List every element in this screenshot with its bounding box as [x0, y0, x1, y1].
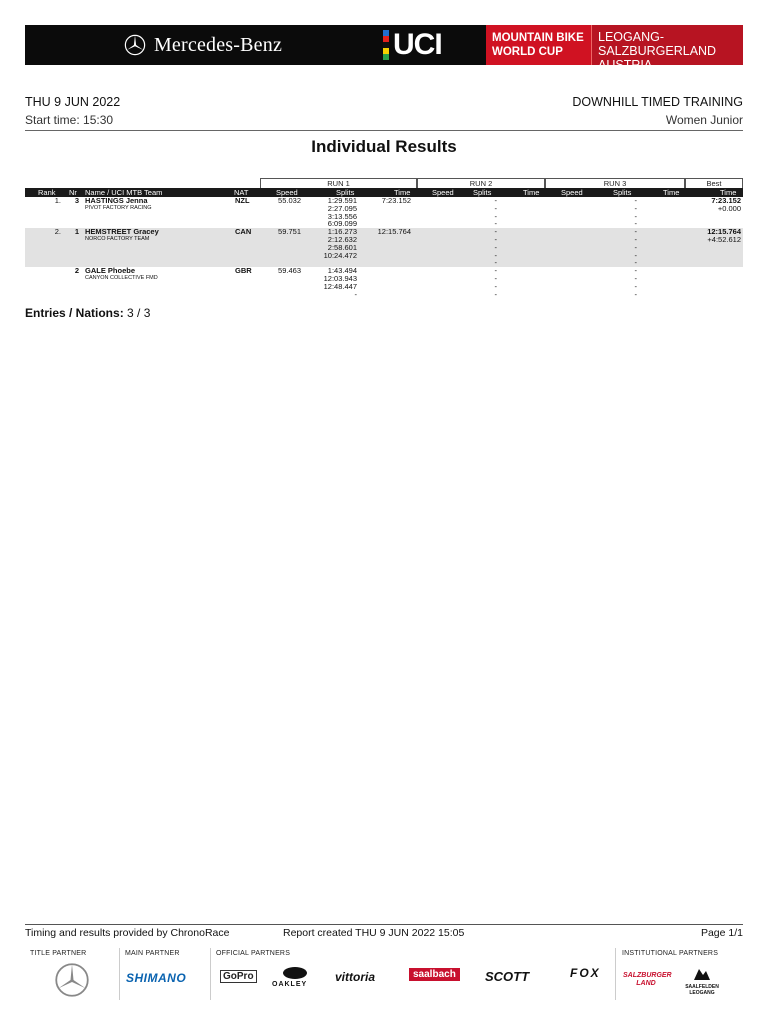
partner-separator	[210, 948, 211, 1000]
run2-split: -	[494, 258, 497, 268]
table-row	[25, 267, 743, 298]
category-name: Women Junior	[665, 113, 743, 127]
nation: GBR	[235, 266, 252, 276]
run2-split: -	[494, 273, 497, 283]
team-name: NORCO FACTORY TEAM	[85, 235, 150, 242]
stripe	[383, 54, 389, 60]
run3-split: -	[634, 289, 637, 299]
start-time: Start time: 15:30	[25, 113, 114, 127]
bib-number: 1	[74, 227, 79, 237]
run2-split: -	[494, 196, 497, 205]
run1-split: 2:27.095	[327, 203, 357, 213]
header-divider	[25, 130, 743, 131]
run1-time: 12:15.764	[377, 227, 411, 237]
group-run2: RUN 2	[417, 178, 545, 188]
group-run1: RUN 1	[260, 178, 417, 188]
entries-label: Entries / Nations:	[25, 306, 124, 320]
run1-split: 3:13.556	[327, 211, 357, 221]
run3-split: -	[634, 227, 637, 237]
run2-split: -	[494, 234, 497, 244]
label-main-partner: MAIN PARTNER	[125, 950, 180, 957]
best-time: 12:15.764	[707, 227, 741, 237]
col-run1-splits: Splits	[336, 188, 355, 197]
run3-split: -	[634, 196, 637, 205]
run1-split: 10:24.472	[323, 250, 357, 260]
group-best: Best	[685, 178, 743, 188]
run2-split: -	[494, 242, 497, 252]
saalfelden-emblem-icon	[692, 966, 712, 982]
partner-separator	[615, 948, 616, 1000]
col-rank: Rank	[38, 188, 56, 197]
col-run2-time: Time	[523, 188, 540, 197]
bib-number: 3	[74, 196, 79, 205]
rainbow-stripes-icon	[383, 30, 389, 60]
title-partner-logo	[25, 25, 381, 65]
nation: CAN	[235, 227, 252, 237]
race-date: THU 9 JUN 2022	[25, 95, 121, 109]
bib-number: 2	[74, 266, 79, 276]
time-gap: +4:52.612	[707, 234, 741, 244]
col-run2-splits: Splits	[473, 188, 492, 197]
saalbach-logo: saalbach	[409, 968, 460, 981]
series-line-1: MOUNTAIN BIKE	[492, 32, 584, 44]
mercedes-star-icon	[124, 34, 146, 56]
fox-logo: FOX	[570, 966, 601, 980]
rider-name: HEMSTREET Gracey	[85, 227, 159, 237]
run3-split: -	[634, 266, 637, 276]
col-nr: Nr	[69, 188, 77, 197]
team-name: CANYON COLLECTIVE FMD	[85, 274, 158, 281]
run1-speed: 59.751	[278, 227, 301, 237]
series-line-2: WORLD CUP	[492, 46, 563, 58]
run3-split: -	[634, 219, 637, 229]
title-partner-name: Mercedes-Benz	[153, 33, 283, 56]
nation: NZL	[235, 196, 250, 205]
entries-value: 3 / 3	[123, 306, 151, 320]
run1-split: 12:03.943	[323, 273, 357, 283]
group-run3: RUN 3	[545, 178, 685, 188]
run2-split: -	[494, 250, 497, 260]
run1-split: -	[354, 289, 357, 299]
run1-split: 1:16.273	[327, 227, 357, 237]
header-banner	[25, 25, 743, 72]
label-title-partner: TITLE PARTNER	[30, 950, 87, 957]
best-time: 7:23.152	[711, 196, 741, 205]
row-line	[25, 291, 743, 299]
run3-split: -	[634, 258, 637, 268]
rank: 1.	[54, 196, 61, 205]
run1-time: 7:23.152	[381, 196, 411, 205]
run2-split: -	[494, 211, 497, 221]
run2-split: -	[494, 266, 497, 276]
run3-split: -	[634, 281, 637, 291]
page-title: Individual Results	[311, 137, 457, 156]
run2-split: -	[494, 281, 497, 291]
oakley-ellipse-icon	[282, 966, 308, 980]
run1-split: 1:29.591	[327, 196, 357, 205]
run1-split: 2:12.632	[327, 234, 357, 244]
shimano-logo: SHIMANO	[126, 971, 187, 985]
entries-summary	[25, 306, 150, 320]
uci-text: UCI	[393, 28, 442, 61]
venue-line-1: LEOGANG-SALZBURGERLAND	[598, 30, 717, 58]
table-row	[25, 197, 743, 228]
run3-split: -	[634, 242, 637, 252]
run1-speed: 55.032	[278, 196, 301, 205]
vittoria-logo: vittoria	[335, 970, 376, 984]
run1-split: 6:09.099	[327, 219, 357, 229]
results-table	[25, 178, 743, 298]
scott-logo: SCOTT	[485, 969, 530, 984]
uci-logo	[381, 25, 486, 65]
run2-split: -	[494, 219, 497, 229]
run1-speed: 59.463	[278, 266, 301, 276]
footer-divider	[25, 924, 743, 925]
venue-line-2: AUSTRIA	[598, 58, 653, 72]
rank: 2.	[54, 227, 61, 237]
label-institutional-partners: INSTITUTIONAL PARTNERS	[622, 950, 719, 957]
oakley-logo: OAKLEY	[272, 981, 308, 988]
page-number: Page 1/1	[700, 927, 743, 939]
col-run1-speed: Speed	[276, 188, 298, 197]
col-run3-splits: Splits	[613, 188, 632, 197]
rider-name: HASTINGS Jenna	[85, 196, 148, 205]
run2-split: -	[494, 203, 497, 213]
run1-split: 12:48.447	[323, 281, 357, 291]
col-run2-speed: Speed	[432, 188, 454, 197]
run-group-header	[25, 178, 743, 188]
run3-split: -	[634, 250, 637, 260]
series-name	[486, 25, 591, 65]
mercedes-star-footer-icon	[54, 962, 90, 998]
time-gap: +0.000	[717, 203, 741, 213]
results-body	[25, 197, 743, 298]
timing-provider: Timing and results provided by ChronoRace	[25, 927, 230, 939]
col-best-time: Time	[720, 188, 737, 197]
col-name: Name / UCI MTB Team	[85, 188, 163, 197]
col-nat: NAT	[234, 188, 249, 197]
run1-split: 1:43.494	[327, 266, 357, 276]
run2-split: -	[494, 289, 497, 299]
team-name: PIVOT FACTORY RACING	[85, 204, 152, 211]
salzburger-land-logo: SALZBURGER LAND	[623, 972, 672, 987]
saalfelden-leogang-logo: SAALFELDEN LEOGANG	[685, 984, 719, 996]
report-created: Report created THU 9 JUN 2022 15:05	[283, 927, 465, 939]
table-row	[25, 228, 743, 267]
run1-split: 2:58.601	[327, 242, 357, 252]
run3-split: -	[634, 203, 637, 213]
run3-split: -	[634, 273, 637, 283]
venue-name	[591, 25, 743, 72]
gopro-logo: GoPro	[220, 970, 257, 983]
run2-split: -	[494, 227, 497, 237]
partner-separator	[119, 948, 120, 1000]
col-run3-time: Time	[663, 188, 680, 197]
label-official-partners: OFFICIAL PARTNERS	[216, 950, 291, 957]
rider-name: GALE Phoebe	[85, 266, 136, 276]
event-name: DOWNHILL TIMED TRAINING	[572, 95, 743, 109]
col-run1-time: Time	[394, 188, 411, 197]
col-run3-speed: Speed	[561, 188, 583, 197]
run3-split: -	[634, 211, 637, 221]
run3-split: -	[634, 234, 637, 244]
